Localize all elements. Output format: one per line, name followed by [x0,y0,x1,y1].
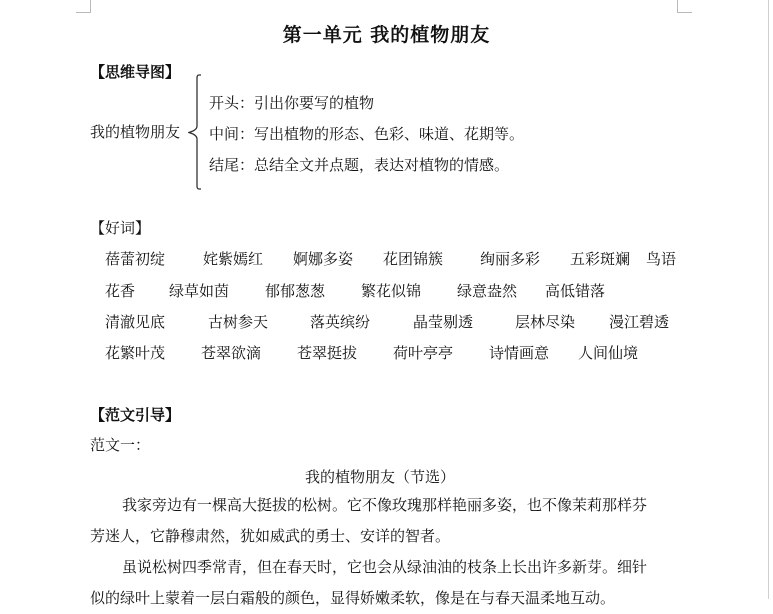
mind-map-root: 我的植物朋友 [90,123,181,141]
good-word: 鸟语 [646,250,677,268]
good-word: 郁郁葱葱 [265,282,326,300]
essay-line: 我家旁边有一棵高大挺拔的松树。它不像玫瑰那样艳丽多姿，也不像茉莉那样芬 [122,496,648,514]
mind-map-branch-opening: 开头：引出你要写的植物 [209,94,375,112]
good-word: 姹紫嫣红 [203,250,264,268]
good-word: 落英缤纷 [310,313,371,331]
good-word: 花香 [105,282,136,300]
good-word: 漫江碧透 [609,313,670,331]
good-word: 繁花似锦 [361,282,422,300]
page-corner-mark [76,0,91,13]
good-word: 古树参天 [208,313,269,331]
mind-map-heading: 【思维导图】 [90,63,181,81]
mind-map-branch-ending: 结尾：总结全文并点题，表达对植物的情感。 [209,156,510,174]
good-word: 苍翠挺拔 [297,344,358,362]
page-edge [768,0,769,599]
good-word: 诗情画意 [489,344,550,362]
good-word: 婀娜多姿 [293,250,354,268]
good-word: 荷叶亭亭 [393,344,454,362]
good-word: 绿意盎然 [457,282,518,300]
good-word: 人间仙境 [578,344,639,362]
good-word: 晶莹剔透 [413,313,474,331]
document-title: 第一单元 我的植物朋友 [282,24,491,46]
essay-line: 似的绿叶上蒙着一层白霜般的颜色，显得娇嫩柔软，像是在与春天温柔地互动。 [90,589,616,607]
good-word: 花团锦簇 [383,250,444,268]
essay-title: 我的植物朋友（节选） [304,468,455,486]
good-word: 高低错落 [545,282,606,300]
page-corner-mark [677,0,692,13]
good-word: 层林尽染 [515,313,576,331]
essay-line: 芳迷人，它静穆肃然，犹如威武的勇士、安详的智者。 [90,527,451,545]
good-words-heading: 【好词】 [90,219,151,237]
good-word: 五彩斑斓 [570,250,631,268]
good-word: 绿草如茵 [169,282,230,300]
essay-heading: 【范文引导】 [90,406,181,424]
essay-line: 虽说松树四季常青，但在春天时，它也会从绿油油的枝条上长出许多新芽。细针 [122,558,648,576]
good-word: 苍翠欲滴 [201,344,262,362]
good-word: 花繁叶茂 [105,344,166,362]
mind-map-branch-middle: 中间：写出植物的形态、色彩、味道、花期等。 [209,125,525,143]
good-word: 绚丽多彩 [480,250,541,268]
good-word: 清澈见底 [105,313,166,331]
essay-label: 范文一： [90,436,151,454]
good-word: 蓓蕾初绽 [105,250,166,268]
